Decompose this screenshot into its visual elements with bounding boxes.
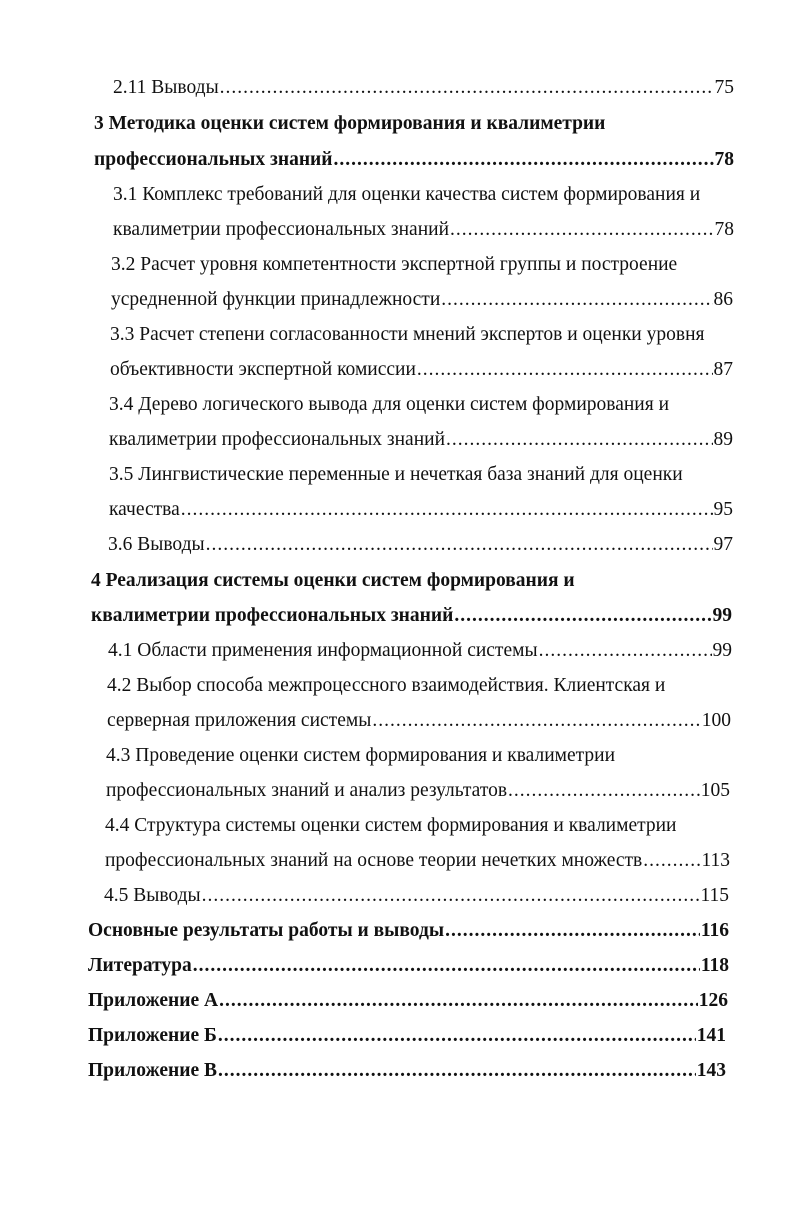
entry-title: Приложение Б: [88, 1025, 217, 1046]
toc-entry-4-4[interactable]: [105, 849, 730, 873]
page-number: 105: [700, 780, 730, 801]
toc-appendix-a[interactable]: [88, 989, 728, 1013]
leader-dots: [220, 76, 714, 100]
entry-title: серверная приложения системы: [107, 710, 372, 731]
toc-entry-4-2[interactable]: [107, 709, 731, 733]
leader-dots: [219, 989, 698, 1013]
entry-title: качества: [109, 499, 180, 520]
entry-title: 4.5 Выводы: [104, 885, 201, 906]
toc-appendix-b[interactable]: [88, 1024, 726, 1048]
page-number: 115: [700, 885, 729, 906]
leader-dots: [334, 148, 714, 172]
entry-title: Литература: [88, 955, 192, 976]
leader-dots: [181, 498, 713, 522]
entry-title: 2.11 Выводы: [113, 77, 219, 98]
leader-dots: [202, 884, 700, 908]
entry-title: 4.1 Области применения информационной системы: [108, 640, 538, 661]
leader-dots: [454, 604, 711, 628]
leader-dots: [441, 288, 712, 312]
leader-dots: [508, 779, 700, 803]
toc-entry-3-2[interactable]: [111, 288, 733, 312]
page-number: 86: [713, 289, 733, 310]
entry-title: усредненной функции принадлежности: [111, 289, 441, 310]
entry-title: Основные результаты работы и выводы: [88, 920, 445, 941]
page-number: 99: [712, 605, 732, 626]
chapter-4-title-line1: 4 Реализация системы оценки систем формирования и: [91, 570, 575, 591]
entry-3-2-line1: 3.2 Расчет уровня компетентности экспертной группы и построение: [111, 254, 678, 275]
page-number: 143: [696, 1060, 726, 1081]
toc-entry-2-11[interactable]: [113, 76, 734, 100]
entry-3-4-line1: 3.4 Дерево логического вывода для оценки систем формирования и: [109, 394, 670, 415]
leader-dots: [218, 1059, 696, 1083]
page-number: 141: [696, 1025, 726, 1046]
entry-title: 3.6 Выводы: [108, 534, 205, 555]
leader-dots: [643, 849, 700, 873]
leader-dots: [445, 919, 700, 943]
entry-title: квалиметрии профессиональных знаний: [109, 429, 446, 450]
page-number: 78: [714, 219, 734, 240]
entry-title: профессиональных знаний и анализ результатов: [106, 780, 508, 801]
toc-entry-3-1[interactable]: [113, 218, 734, 242]
toc-entry-3-3[interactable]: [110, 358, 733, 382]
leader-dots: [218, 1024, 696, 1048]
toc-entry-3-6[interactable]: [108, 533, 733, 557]
entry-4-2-line1: 4.2 Выбор способа межпроцессного взаимодействия. Клиентская и: [107, 675, 666, 696]
leader-dots: [206, 533, 713, 557]
page-number: 113: [701, 850, 730, 871]
entry-title: объективности экспертной комиссии: [110, 359, 416, 380]
page-number: 116: [700, 920, 729, 941]
toc-entry-4-5[interactable]: [104, 884, 729, 908]
entry-title: профессиональных знаний: [94, 149, 333, 170]
page-number: 75: [714, 77, 734, 98]
leader-dots: [539, 639, 712, 663]
toc-entry-4-3[interactable]: [106, 779, 730, 803]
entry-3-5-line1: 3.5 Лингвистические переменные и нечеткая база знаний для оценки: [109, 464, 683, 485]
leader-dots: [372, 709, 700, 733]
toc-chapter-3[interactable]: [94, 148, 734, 172]
page-number: 78: [714, 149, 734, 170]
leader-dots: [446, 428, 712, 452]
entry-3-3-line1: 3.3 Расчет степени согласованности мнений экспертов и оценки уровня: [110, 324, 705, 345]
toc-results[interactable]: [88, 919, 729, 943]
entry-title: квалиметрии профессиональных знаний: [113, 219, 450, 240]
page-number: 126: [698, 990, 728, 1011]
toc-appendix-v[interactable]: [88, 1059, 726, 1083]
page-number: 100: [701, 710, 731, 731]
toc-literature[interactable]: [88, 954, 729, 978]
entry-title: Приложение В: [88, 1060, 217, 1081]
leader-dots: [193, 954, 700, 978]
toc-chapter-4[interactable]: [91, 604, 732, 628]
entry-4-4-line1: 4.4 Структура системы оценки систем формирования и квалиметрии: [105, 815, 677, 836]
entry-4-3-line1: 4.3 Проведение оценки систем формирования и квалиметрии: [106, 745, 616, 766]
entry-3-1-line1: 3.1 Комплекс требований для оценки качества систем формирования и: [113, 184, 701, 205]
page-number: 89: [713, 429, 733, 450]
page-number: 95: [713, 499, 733, 520]
toc-entry-3-4[interactable]: [109, 428, 733, 452]
page-number: 97: [713, 534, 733, 555]
leader-dots: [450, 218, 713, 242]
entry-title: квалиметрии профессиональных знаний: [91, 605, 454, 626]
page-number: 99: [712, 640, 732, 661]
leader-dots: [417, 358, 713, 382]
chapter-3-title-line1: 3 Методика оценки систем формирования и квалиметрии: [94, 113, 606, 134]
page-number: 118: [700, 955, 729, 976]
page-number: 87: [713, 359, 733, 380]
entry-title: Приложение А: [88, 990, 219, 1011]
toc-entry-4-1[interactable]: [108, 639, 732, 663]
toc-entry-3-5[interactable]: [109, 498, 733, 522]
entry-title: профессиональных знаний на основе теории нечетких множеств: [105, 850, 643, 871]
